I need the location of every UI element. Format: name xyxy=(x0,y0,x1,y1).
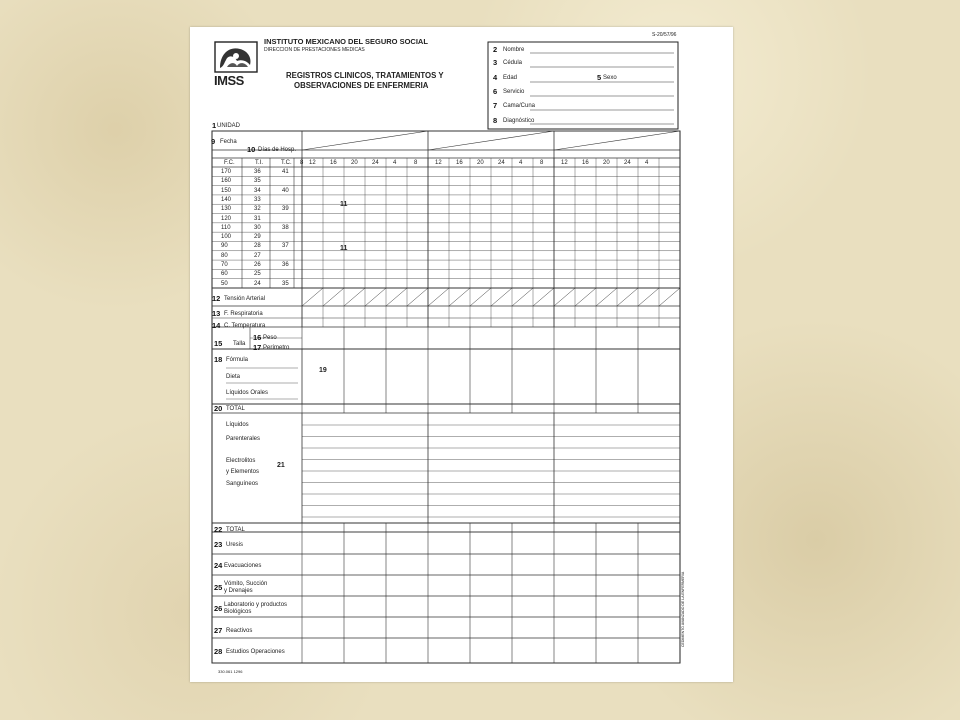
vital-scale-value: 35 xyxy=(282,280,289,287)
vital-scale-value: 120 xyxy=(221,215,232,222)
hour-label: 12 xyxy=(309,160,316,166)
field-num-edad: 4 xyxy=(493,73,498,82)
vital-scale-value: 28 xyxy=(254,243,261,250)
direction-name: DIRECCION DE PRESTACIONES MEDICAS xyxy=(264,47,365,53)
tension-diagonal xyxy=(386,288,407,306)
tension-diagonal xyxy=(428,288,449,306)
vital-scale-value: 33 xyxy=(254,196,261,203)
chart-marker-upper: 11 xyxy=(340,201,348,208)
row-label-temperatura: C. Temperatura xyxy=(224,323,266,329)
vital-scale-value: 70 xyxy=(221,262,228,269)
header-hour-8: 8 xyxy=(300,160,304,166)
row-label-uresis: Uresis xyxy=(226,542,244,548)
tension-diagonal xyxy=(512,288,533,306)
vital-scale-value: 30 xyxy=(254,224,261,231)
vital-scale-value: 50 xyxy=(221,280,228,287)
date-diagonal xyxy=(554,131,680,150)
vital-scale-value: 36 xyxy=(254,169,261,175)
field-label-cama: Cama/Cuna xyxy=(503,103,536,109)
row-num-estudios: 28 xyxy=(214,647,223,656)
row-num-formula: 18 xyxy=(214,355,223,364)
row-label-laboratorio-2: Biológicos xyxy=(224,609,252,615)
vital-scale-value: 60 xyxy=(221,271,228,278)
hour-label: 16 xyxy=(582,160,589,166)
form-code-top: S-20/57/96 xyxy=(652,32,677,38)
hour-label: 8 xyxy=(414,160,418,166)
row-label-liquidos: Líquidos xyxy=(226,422,249,428)
row-label-total2: TOTAL xyxy=(226,527,245,533)
hour-label: 24 xyxy=(372,160,379,166)
vital-scale-value: 27 xyxy=(254,252,261,259)
fecha-num: 9 xyxy=(211,137,216,146)
vital-scale-value: 40 xyxy=(282,187,289,194)
unidad-label: UNIDAD xyxy=(217,123,241,129)
field-num-diagnostico: 8 xyxy=(493,116,498,125)
diet-block-num: 19 xyxy=(319,367,327,374)
row-label-tension: Tensión Arterial xyxy=(224,296,266,302)
vital-scale-value: 140 xyxy=(221,196,232,203)
hour-label: 24 xyxy=(624,160,631,166)
fecha-label: Fecha xyxy=(220,139,237,145)
form-side-code: CEDIMENTO AVANZADO DE LA ENFERMERIA xyxy=(681,571,685,647)
row-num-talla: 15 xyxy=(214,339,223,348)
row-num-temperatura: 14 xyxy=(212,321,221,330)
header-tc: T.C. xyxy=(281,160,292,166)
tension-diagonal xyxy=(365,288,386,306)
row-num-laboratorio: 26 xyxy=(214,604,223,613)
vital-scale-value: 34 xyxy=(254,187,261,194)
imss-logo-text: IMSS xyxy=(214,73,244,88)
row-label-estudios: Estudios Operaciones xyxy=(226,649,285,655)
unidad-num: 1 xyxy=(212,121,217,130)
tension-diagonal xyxy=(344,288,365,306)
vital-scale-value: 24 xyxy=(254,280,261,287)
vital-scale-value: 170 xyxy=(221,169,232,175)
vital-scale-value: 90 xyxy=(221,243,228,250)
field-num-cama: 7 xyxy=(493,101,498,110)
hour-label: 4 xyxy=(519,160,523,166)
vital-scale-value: 32 xyxy=(254,206,261,213)
date-diagonal xyxy=(302,131,428,150)
row-num-total2: 22 xyxy=(214,525,223,534)
vital-scale-value: 37 xyxy=(282,243,289,250)
tension-diagonal xyxy=(302,288,323,306)
field-num-nombre: 2 xyxy=(493,45,498,54)
row-num-total1: 20 xyxy=(214,404,223,413)
vital-scale-value: 150 xyxy=(221,187,232,194)
field-num-cedula: 3 xyxy=(493,58,498,67)
hour-label: 20 xyxy=(351,160,358,166)
row-label-formula: Fórmula xyxy=(226,357,249,363)
field-label-sexo: Sexo xyxy=(603,75,617,81)
field-label-diagnostico: Diagnóstico xyxy=(503,118,535,124)
field-label-servicio: Servicio xyxy=(503,89,525,95)
row-num-reactivos: 27 xyxy=(214,626,223,635)
dias-num: 10 xyxy=(247,145,256,154)
tension-diagonal xyxy=(449,288,470,306)
row-label-evacuaciones: Evacuaciones xyxy=(224,563,262,569)
vital-scale-value: 39 xyxy=(282,206,289,213)
row-label-vomito-2: y Drenajes xyxy=(224,588,253,594)
hour-label: 24 xyxy=(498,160,505,166)
field-label-edad: Edad xyxy=(503,75,518,81)
form-code-bottom: 330.061 1296 xyxy=(218,669,243,674)
hour-label: 20 xyxy=(477,160,484,166)
hour-label: 16 xyxy=(330,160,337,166)
vital-scale-value: 35 xyxy=(254,178,261,185)
tension-diagonal xyxy=(596,288,617,306)
tension-diagonal xyxy=(323,288,344,306)
row-label-electrolitos: Electrolitos xyxy=(226,458,256,464)
row-num-perimetro: 17 xyxy=(253,343,262,352)
hour-label: 16 xyxy=(456,160,463,166)
tension-diagonal xyxy=(638,288,659,306)
row-label-total1: TOTAL xyxy=(226,406,245,412)
vital-scale-value: 130 xyxy=(221,206,232,213)
nursing-record-form xyxy=(190,27,733,682)
date-diagonal xyxy=(428,131,554,150)
hour-label: 12 xyxy=(435,160,442,166)
form-grid xyxy=(190,27,733,682)
vital-scale-value: 26 xyxy=(254,262,261,269)
hour-label: 12 xyxy=(561,160,568,166)
row-label-respiratoria: F. Respiratoria xyxy=(224,311,263,317)
row-label-vomito-1: Vómito, Succión xyxy=(224,581,268,587)
vital-scale-value: 36 xyxy=(282,262,289,269)
row-num-respiratoria: 13 xyxy=(212,309,221,318)
row-label-talla: Talla xyxy=(233,341,246,347)
vital-scale-value: 25 xyxy=(254,271,261,278)
row-label-peso: Peso xyxy=(263,335,277,341)
vital-scale-value: 31 xyxy=(254,215,261,222)
header-fc: F.C. xyxy=(224,160,235,166)
row-num-tension: 12 xyxy=(212,294,221,303)
form-title-line1: REGISTROS CLINICOS, TRATAMIENTOS Y xyxy=(286,71,444,80)
form-title-line2: OBSERVACIONES DE ENFERMERIA xyxy=(294,81,429,90)
header-ti: T.I. xyxy=(255,160,264,166)
hour-label: 20 xyxy=(603,160,610,166)
row-label-parenterales: Parenterales xyxy=(226,436,261,442)
tension-diagonal xyxy=(470,288,491,306)
row-label-liquidos-orales: Líquidos Orales xyxy=(226,390,269,396)
row-label-sanguineos: Sanguíneos xyxy=(226,481,259,487)
vital-scale-value: 100 xyxy=(221,234,232,241)
row-num-peso: 16 xyxy=(253,333,262,342)
vital-scale-value: 160 xyxy=(221,178,232,185)
dias-label: Días de Hosp. xyxy=(258,147,297,153)
tension-diagonal xyxy=(533,288,554,306)
row-num-evacuaciones: 24 xyxy=(214,561,223,570)
vital-scale-value: 29 xyxy=(254,234,261,241)
imss-logo xyxy=(214,41,258,89)
chart-marker-lower: 11 xyxy=(340,245,348,252)
tension-diagonal xyxy=(617,288,638,306)
field-num-sexo: 5 xyxy=(597,73,602,82)
row-label-reactivos: Reactivos xyxy=(226,628,253,634)
hour-label: 8 xyxy=(540,160,544,166)
row-num-vomito: 25 xyxy=(214,583,223,592)
field-label-nombre: Nombre xyxy=(503,47,525,53)
tension-diagonal xyxy=(575,288,596,306)
liquid-block-num: 21 xyxy=(277,462,285,469)
tension-diagonal xyxy=(659,288,680,306)
vital-scale-value: 110 xyxy=(221,224,231,231)
row-label-y-elementos: y Elementos xyxy=(226,469,260,475)
patient-info-box xyxy=(488,42,678,129)
hour-label: 4 xyxy=(393,160,397,166)
vital-scale-value: 41 xyxy=(282,169,289,175)
tension-diagonal xyxy=(554,288,575,306)
hour-label: 4 xyxy=(645,160,649,166)
tension-diagonal xyxy=(407,288,428,306)
row-num-uresis: 23 xyxy=(214,540,223,549)
row-label-dieta: Dieta xyxy=(226,374,241,380)
institution-name: INSTITUTO MEXICANO DEL SEGURO SOCIAL xyxy=(264,37,428,46)
row-label-perimetro: Perímetro xyxy=(263,345,290,351)
field-label-cedula: Cédula xyxy=(503,60,523,66)
row-label-laboratorio-1: Laboratorio y productos xyxy=(224,602,288,608)
vital-scale-value: 38 xyxy=(282,224,289,231)
tension-diagonal xyxy=(491,288,512,306)
field-num-servicio: 6 xyxy=(493,87,498,96)
vital-scale-value: 80 xyxy=(221,252,228,259)
